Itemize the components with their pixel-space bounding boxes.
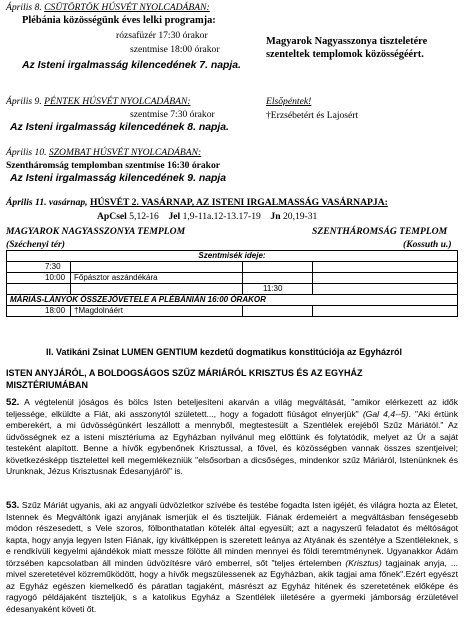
sunday-title (6, 197, 388, 209)
reading1-label: ApCsel (97, 211, 127, 222)
church-right: SZENTHÁROMSÁG TEMPLOM (312, 226, 448, 237)
schedule-time: 10:00 (7, 273, 71, 284)
program-title: Plébánia közösségünk éves lelki programja: (22, 15, 216, 26)
first-friday-label: Elsőpéntek! (266, 96, 312, 107)
paragraph-text: . "Aki értünk emberekért, a mi üdvösségünkért leszállott a mennyből, megtestesült a Szentlélek erejéből Szűz Máriától." Az üdvösségnek ez a isteni misztériuma az Egyházban nyilvánul meg előttünk és folytatódik, melyet az Úr a saját testeként alapított. Benne a hívők egybenőnek Krisztussal, a fővel, és közösségben vannak összes szentjeivel; következésképp tisztelettel kell megemlékezniük "elsősorban a dicsőséges, mindenkor szűz Máriáról, Istenünknek és Urunknak, Jézus Krisztusnak Édesanyjáról" is. (6, 408, 458, 477)
saturday-date-prefix: Április 10. (6, 147, 47, 158)
table-row (7, 306, 458, 317)
mass-schedule-table (6, 250, 458, 317)
paragraph-number: 53. (6, 500, 20, 511)
sunday-title-prefix: Április 11. vasárnap, (6, 197, 88, 208)
article-heading: II. Vatikáni Zsinat LUMEN GENTIUM kezdetű dogmatikus konstitúciója az Egyházról (46, 347, 403, 357)
friday-novena: Az Isteni irgalmasság kilencedének 8. napja. (10, 122, 229, 133)
scripture-reference: (Gal 4,4--5) (362, 408, 409, 419)
schedule-intention: Főpásztor aszándékára (71, 273, 243, 284)
reading1: 5,12-16 (129, 211, 159, 222)
saturday-date-rest: SZOMBAT HÚSVÉT NYOLCADÁBAN: (48, 147, 202, 158)
article-subheading-line1: ISTEN ANYJÁRÓL, A BOLDOGSÁGOS SZŰZ MÁRIÁRÓL KRISZTUS ÉS AZ EGYHÁZ (6, 368, 363, 378)
schedule-time: 18:00 (7, 306, 71, 317)
thursday-mass: szentmise 18:00 órakor (130, 44, 220, 55)
friday-mass: szentmise 7:30 órakor (130, 109, 215, 120)
table-row (7, 262, 458, 273)
church-left: MAGYAROK NAGYASSZONYA TEMPLOM (6, 226, 186, 237)
church-left-sub: (Széchenyi tér) (6, 239, 65, 250)
thursday-rosary: rózsafüzér 17:30 órakor (116, 30, 208, 41)
table-row (7, 273, 458, 284)
table-row (7, 284, 458, 295)
friday-date-prefix: Április 9. (6, 96, 42, 107)
church-right-sub: (Kossuth u.) (403, 239, 452, 250)
thursday-intention-line1: Magyarok Nagyasszonya tiszteletére (266, 36, 428, 47)
thursday-date-prefix: Április 8. (6, 2, 42, 13)
thursday-date-rest: CSÜTÖRTÖK HÚSVÉT NYOLCADÁBAN: (44, 2, 210, 13)
schedule-time: 7:30 (7, 262, 71, 273)
reading3: 20,19-31 (282, 211, 318, 222)
sunday-title-rest: HÚSVÉT 2. VASÁRNAP, AZ ISTENI IRGALMASSÁG VASÁRNAPJA: (89, 197, 388, 208)
saturday-mass: Szentháromság templomban szentmise 16:30 órakor (6, 160, 221, 171)
inline-italic: (Krisztus) (345, 557, 382, 568)
table-row (7, 295, 458, 306)
sunday-readings (97, 211, 317, 223)
thursday-novena: Az Isteni irgalmasság kilencedének 7. napja. (22, 60, 241, 71)
paragraph-number: 52. (6, 397, 20, 408)
table-row (7, 251, 458, 262)
saturday-novena: Az Isteni irgalmasság kilencedének 9. napja (10, 173, 226, 184)
paragraph-53 (6, 500, 458, 615)
schedule-intention: †Magdolnáért (71, 306, 243, 317)
article-subheading-line2: MISZTÉRIUMÁBAN (6, 380, 88, 390)
paragraph-text: A végtelenül jóságos és bölcs Isten beteljesíteni akarván a világ megváltását, "amikor elérkezett az idők teljessége, elküldte a Fiát, aki asszonytól született..., hogy a fogadott fiúságot elnyerjük" (6, 397, 458, 419)
saturday-date (6, 147, 201, 159)
schedule-meeting: MÁRIÁS-LÁNYOK ÖSSZEJÖVETELE A PLÉBÁNIÁN 16:00 ÓRAKOR (7, 295, 458, 306)
thursday-intention-line2: szenteltek templomok közösségéért. (266, 49, 424, 60)
schedule-header: Szentmisék ideje: (7, 251, 458, 262)
paragraph-text: Szűz Máriát ugyanis, aki az angyali üdvözletkor szívébe és testébe fogadta Isten igéjét, és világra hozta az Életet, Istennek és Megváltónk igazi anyjának ismerjük el és tiszteljük. Fiának érdemeiért a megváltásban fenségesebb módon részesedett, s Vele szoros, fölbonthatatlan kötelék által egyesült; azt a nagyszerű feladatot és méltóságot kapta, hogy anyja legyen Isten Fiának, így kiváltképpen is szeretett leánya az Atyának és szentélye a Szentléleknek, s e rendkívüli kegyelmi ajándékok miatt messze fölötte áll minden mennyei és földi teremtménynek. Ugyanakkor Ádám törzsében kapcsolatban áll minden üdvözítésre váró emberrel, sőt "teljes értelemben (6, 500, 458, 568)
friday-date-rest: PÉNTEK HÚSVÉT NYOLCADÁBAN: (44, 96, 191, 107)
thursday-date (6, 2, 210, 14)
reading2-label: Jel (168, 211, 181, 222)
reading3-label: Jn (270, 211, 281, 222)
paragraph-text: tagjainak anyja, ... mivel szeretetével közreműködött, hogy a hívők megszülessenek az Egyházban, akik tagjai ama főnek".Ezért egyészt az Egyház egészen kiemelkedő és páratlan tagjaként, másrészt az Egyház hitének és szeretetének előképe és ragyogó példájaként tiszteljük, s a katolikus Egyház a Szentlélek iiletésére a gyermeki jámborság érzületével édesanyaként követi őt. (6, 557, 458, 614)
friday-intention: †Erzsébetért és Lajosért (266, 110, 359, 121)
friday-date (6, 96, 191, 108)
reading2: 1,9-11a.12-13.17-19 (182, 211, 261, 222)
paragraph-52 (6, 397, 458, 478)
schedule-time: 11:30 (243, 284, 313, 295)
